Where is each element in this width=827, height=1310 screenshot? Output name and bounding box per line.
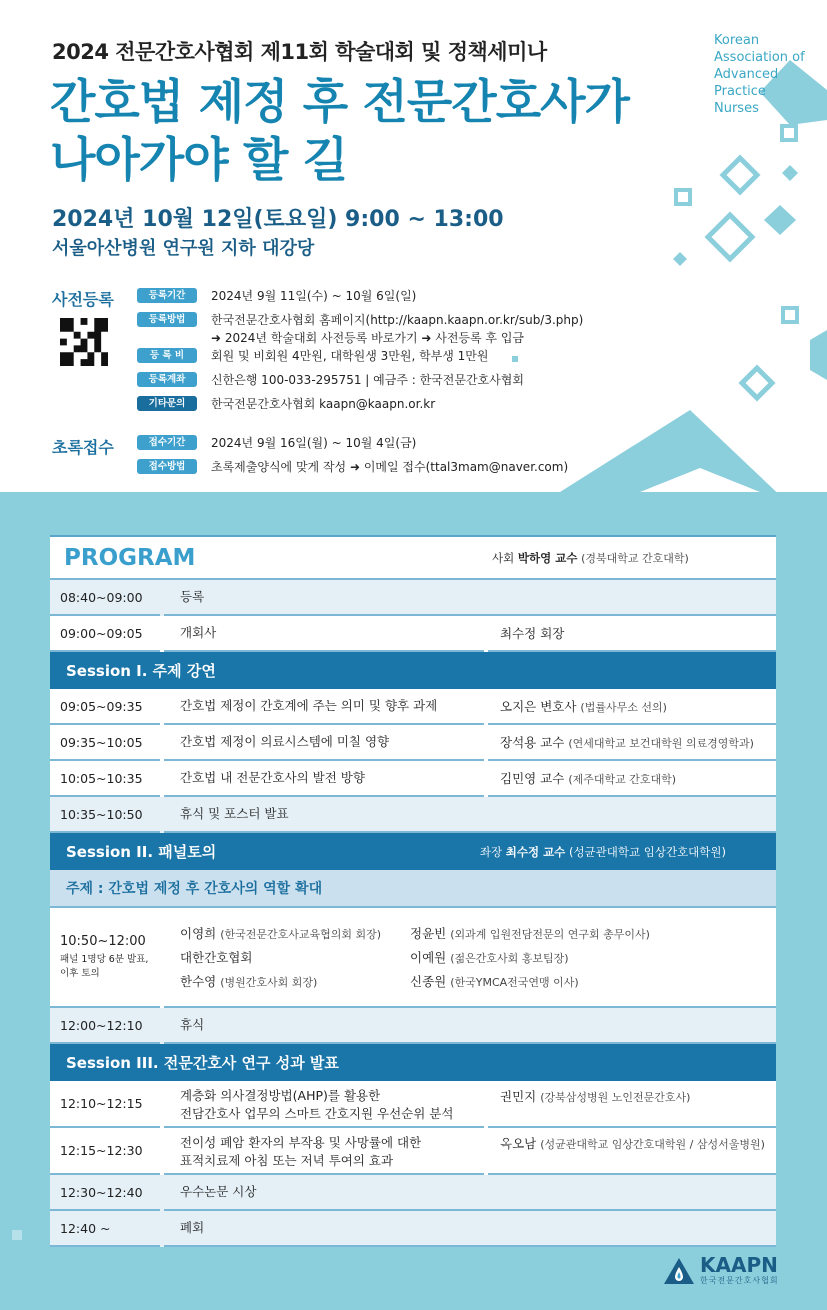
session-title [180, 1219, 204, 1237]
diamond-shape [673, 252, 687, 266]
info-line: 2024년 9월 11일(수) ~ 10월 6일(일) [211, 289, 417, 303]
registration-label: 사전등록 [52, 290, 114, 309]
program-row [50, 761, 776, 797]
session-title [180, 697, 437, 715]
session-title [180, 588, 204, 606]
panelist-affiliation: (젊은간호사회 홍보팀장) [450, 952, 569, 965]
program-host [480, 550, 689, 566]
speaker-name: 오지은 변호사 [500, 699, 577, 714]
org-name-line: Advanced [714, 67, 779, 82]
title-line: 전이성 폐암 환자의 부작용 및 사망률에 대한 [180, 1135, 422, 1150]
program-row [50, 1008, 776, 1044]
org-name-line: Practice [714, 84, 766, 99]
org-name-line: Association of [714, 50, 805, 65]
title-cell [164, 689, 484, 725]
diamond-outline-shape [708, 215, 752, 259]
session-title [180, 624, 216, 642]
session-title [180, 1183, 256, 1201]
host-affiliation: (경북대학교 간호대학) [581, 551, 689, 565]
session-time: 12:15~12:30 [60, 1143, 143, 1158]
info-line: 한국전문간호사협회 kaapn@kaapn.or.kr [211, 397, 436, 411]
time-cell [50, 580, 160, 616]
title-cell [164, 1211, 776, 1247]
diamond-outline-shape [742, 368, 772, 398]
info-badge: 등록기간 [137, 288, 197, 303]
speaker-cell [488, 761, 776, 797]
abstract-label: 초록접수 [52, 438, 114, 457]
program-title: PROGRAM [64, 544, 196, 571]
session-time: 12:00~12:10 [60, 1017, 143, 1033]
time-cell [50, 1211, 160, 1247]
title-line: 전담간호사 업무의 스마트 간호지원 우선순위 분석 [180, 1106, 454, 1121]
session-title: Session III. 전문간호사 연구 성과 발표 [66, 1054, 339, 1072]
info-text [211, 458, 568, 476]
speaker-cell [488, 1081, 776, 1128]
panelist-affiliation: (한국전문간호사교육협의회 회장) [220, 928, 382, 941]
info-text [211, 434, 416, 452]
speaker-name: 최수정 회장 [500, 626, 565, 641]
panel-row [50, 908, 776, 1008]
program-row [50, 1081, 776, 1128]
square-shape [512, 356, 518, 362]
program-row [50, 725, 776, 761]
diamond-outline-shape [723, 158, 757, 192]
info-line: 초록제출양식에 맞게 작성 ➜ 이메일 접수(ttal3mam@naver.com) [211, 460, 569, 474]
panelist-grid [180, 924, 650, 990]
logo-name: KAAPN [700, 1253, 778, 1277]
host-name: 박하영 교수 [517, 550, 578, 565]
square-shape [12, 1230, 22, 1240]
speaker [500, 1087, 690, 1105]
panelist-affiliation: (한국YMCA전국연맹 이사) [450, 976, 579, 989]
speaker [500, 697, 667, 715]
time-note: 이후 토의 [60, 967, 100, 979]
title-cell [164, 797, 776, 833]
panelist-affiliation: (외과계 입원전담전문의 연구회 총무이사) [450, 928, 650, 941]
time-note: 패널 1명당 6분 발표, [60, 953, 149, 965]
title-line: 표적치료제 아침 또는 저녁 투여의 효과 [180, 1153, 394, 1168]
session-title [180, 1087, 453, 1123]
time-cell [50, 761, 160, 797]
info-row [137, 371, 524, 389]
session-time: 10:05~10:35 [60, 770, 143, 786]
session-time: 09:35~10:05 [60, 734, 143, 750]
info-line: 회원 및 비회원 4만원, 대학원생 3만원, 학부생 1만원 [211, 349, 489, 363]
panelist-affiliation: (병원간호사회 회장) [220, 976, 318, 989]
org-name-line: Korean [714, 33, 760, 48]
time-cell [50, 1081, 160, 1128]
square-shape [782, 126, 796, 140]
panelist-name: 이영희 [180, 926, 217, 941]
org-name-line: Nurses [714, 101, 759, 116]
square-shape [783, 308, 797, 322]
chair-prefix: 좌장 [479, 844, 503, 859]
title-cell [164, 1175, 776, 1211]
organization-english-name [714, 32, 805, 117]
session-title [180, 1134, 421, 1170]
speaker [500, 1134, 765, 1152]
panelists-cell [164, 908, 776, 1008]
session-time: 10:50~12:00 [60, 933, 146, 949]
diamond-shape [810, 330, 827, 380]
speaker [500, 624, 564, 642]
title-line: 폐회 [180, 1220, 205, 1235]
info-text [211, 311, 583, 347]
session-title [180, 733, 389, 751]
panelist-name: 대한간호협회 [180, 950, 253, 965]
program-row [50, 797, 776, 833]
info-badge: 등록계좌 [137, 372, 197, 387]
title-line: 간호법 제정이 간호계에 주는 의미 및 향후 과제 [180, 698, 438, 713]
panelist [410, 948, 650, 966]
info-row [137, 347, 488, 365]
qr-code-icon[interactable] [60, 318, 108, 366]
info-row [137, 287, 416, 305]
program-row [50, 580, 776, 616]
speaker-name: 옥오남 [500, 1136, 537, 1151]
square-shape [676, 190, 690, 204]
logo-mark-icon [664, 1258, 694, 1284]
session-topic: 주제 : 간호법 제정 후 간호사의 역할 확대 [50, 870, 776, 908]
panelist-name: 신종원 [410, 974, 447, 989]
info-row [137, 458, 568, 476]
info-line: ➜ 2024년 학술대회 사전등록 바로가기 ➜ 사전등록 후 입금 [211, 331, 525, 345]
program-row [50, 1128, 776, 1175]
session-time: 12:40 ~ [60, 1220, 111, 1236]
session-time: 09:05~09:35 [60, 698, 143, 714]
session-time: 09:00~09:05 [60, 625, 143, 641]
program-table [50, 535, 776, 1247]
info-line: 신한은행 100-033-295751 | 예금주 : 한국전문간호사협회 [211, 373, 524, 387]
speaker-cell [488, 725, 776, 761]
time-cell [50, 689, 160, 725]
program-header [50, 537, 776, 580]
info-badge: 등 록 비 [137, 348, 197, 363]
speaker-cell [488, 689, 776, 725]
info-line: 한국전문간호사협회 홈페이지(http://kaapn.kaapn.or.kr/sub/3.php) [211, 313, 584, 327]
panelist [410, 972, 650, 990]
info-row [137, 395, 435, 413]
time-cell [50, 616, 160, 652]
title-cell [164, 616, 484, 652]
panelist-name: 이예원 [410, 950, 447, 965]
title-line: 간호법 내 전문간호사의 발전 방향 [180, 770, 365, 785]
session-title: Session I. 주제 강연 [66, 662, 216, 680]
speaker-affiliation: (성균관대학교 임상간호대학원 / 삼성서울병원) [540, 1138, 765, 1151]
title-line: 휴식 [180, 1017, 205, 1032]
time-cell [50, 908, 160, 1008]
speaker-name: 장석용 교수 [500, 735, 565, 750]
title-line: 등록 [180, 589, 205, 604]
program-row [50, 1175, 776, 1211]
info-badge: 접수방법 [137, 459, 197, 474]
title-cell [164, 1081, 484, 1128]
speaker [500, 769, 676, 787]
program-row [50, 689, 776, 725]
speaker-affiliation: (법률사무소 선의) [580, 701, 667, 714]
title-line: 계층화 의사결정방법(AHP)를 활용한 [180, 1088, 381, 1103]
time-cell [50, 1128, 160, 1175]
panelist [180, 924, 410, 942]
info-badge: 접수기간 [137, 435, 197, 450]
title-line: 간호법 제정 후 전문간호사가 [50, 75, 629, 130]
time-cell [50, 1008, 160, 1044]
title-cell [164, 725, 484, 761]
event-subtitle: 2024 전문간호사협회 제11회 학술대회 및 정책세미나 [52, 40, 547, 64]
speaker-affiliation: (연세대학교 보건대학원 의료경영학과) [568, 737, 754, 750]
info-text [211, 371, 524, 389]
event-date: 2024년 10월 12일(토요일) 9:00 ~ 13:00 [52, 207, 504, 232]
title-cell [164, 580, 776, 616]
session-header [50, 1044, 776, 1081]
panelist [180, 972, 410, 990]
info-text [211, 395, 435, 413]
event-venue: 서울아산병원 연구원 지하 대강당 [52, 238, 315, 259]
speaker-affiliation: (제주대학교 간호대학) [568, 773, 677, 786]
speaker [500, 733, 754, 751]
info-line: 2024년 9월 16일(월) ~ 10월 4일(금) [211, 436, 417, 450]
speaker-cell [488, 616, 776, 652]
speaker-affiliation: (강북삼성병원 노인전문간호사) [540, 1091, 691, 1104]
title-cell [164, 1008, 776, 1044]
session-title [180, 1016, 204, 1034]
title-cell [164, 761, 484, 797]
info-text [211, 287, 416, 305]
speaker-name: 김민영 교수 [500, 771, 565, 786]
event-title [50, 74, 629, 190]
info-row [137, 311, 583, 347]
session-title [180, 769, 365, 787]
speaker-name: 권민지 [500, 1089, 537, 1104]
session-header [50, 833, 776, 870]
panelist [410, 924, 650, 942]
title-line: 개회사 [180, 625, 217, 640]
session-time: 08:40~09:00 [60, 589, 143, 605]
time-cell [50, 1175, 160, 1211]
panelist-name: 한수영 [180, 974, 217, 989]
time-cell [50, 797, 160, 833]
kaapn-logo [664, 1255, 779, 1286]
chair-name: 최수정 교수 [505, 844, 566, 859]
session-title [180, 805, 289, 823]
info-badge: 등록방법 [137, 312, 197, 327]
panelist [180, 948, 410, 966]
session-title: Session II. 패널토의 [66, 843, 217, 861]
session-header [50, 652, 776, 689]
session-time: 12:30~12:40 [60, 1184, 143, 1200]
info-badge: 기타문의 [137, 396, 197, 411]
title-line: 나아가야 할 길 [50, 133, 348, 188]
title-line: 휴식 및 포스터 발표 [180, 806, 289, 821]
session-time: 10:35~10:50 [60, 806, 143, 822]
session-time: 12:10~12:15 [60, 1096, 143, 1111]
program-row [50, 616, 776, 652]
program-row [50, 1211, 776, 1247]
title-cell [164, 1128, 484, 1175]
panelist-name: 정윤빈 [410, 926, 447, 941]
time-cell [50, 725, 160, 761]
info-text [211, 347, 488, 365]
info-row [137, 434, 416, 452]
title-line: 간호법 제정이 의료시스템에 미칠 영향 [180, 734, 390, 749]
diamond-shape [782, 165, 798, 181]
logo-subtitle: 한국전문간호사협회 [700, 1276, 779, 1285]
session-chair [480, 844, 726, 860]
chair-affiliation: (성균관대학교 임상간호대학원) [568, 844, 726, 859]
speaker-cell [488, 1128, 776, 1175]
title-line: 우수논문 시상 [180, 1184, 257, 1199]
diamond-shape [764, 205, 796, 235]
host-prefix: 사회 [492, 550, 515, 565]
